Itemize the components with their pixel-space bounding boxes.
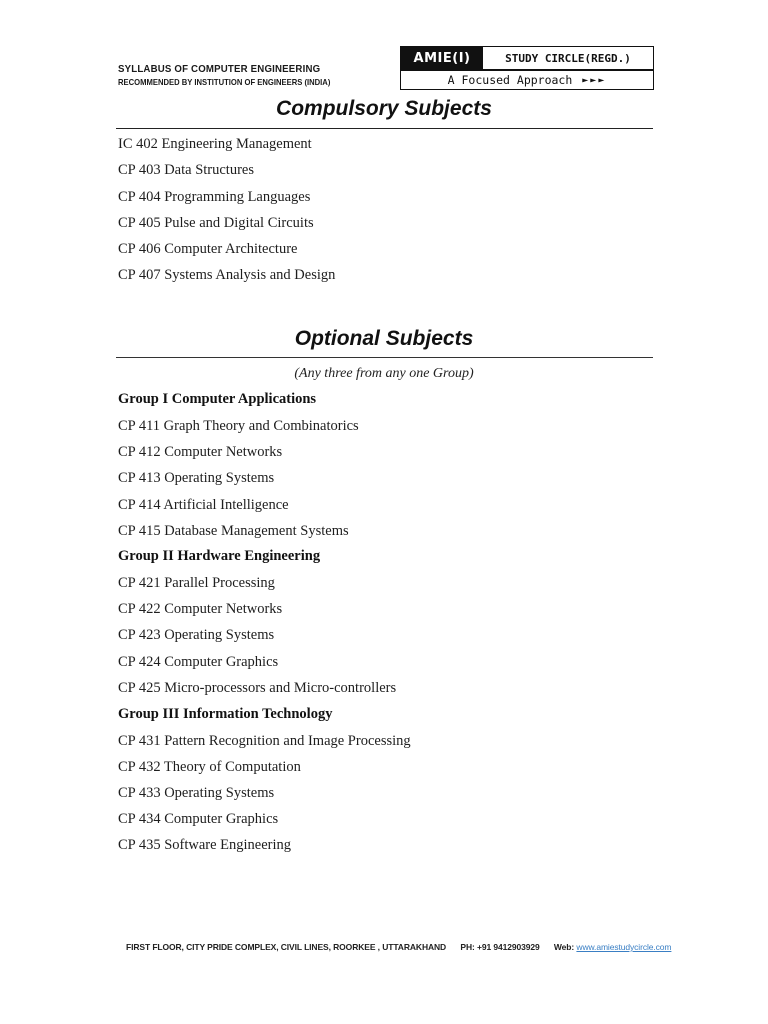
group-heading: Group I Computer Applications: [118, 391, 317, 407]
list-item: CP 404 Programming Languages: [118, 189, 311, 205]
list-item: CP 405 Pulse and Digital Circuits: [118, 215, 314, 231]
footer-address: FIRST FLOOR, CITY PRIDE COMPLEX, CIVIL LINES, ROORKEE , UTTARAKHAND: [126, 942, 447, 952]
list-item: CP 421 Parallel Processing: [118, 575, 275, 591]
tagline-box: [400, 70, 654, 90]
list-item: CP 424 Computer Graphics: [118, 654, 279, 670]
footer-web-link[interactable]: www.amiestudycircle.com: [576, 942, 672, 952]
list-item: CP 434 Computer Graphics: [118, 811, 279, 827]
tagline: A Focused Approach: [447, 73, 573, 87]
list-item: CP 433 Operating Systems: [118, 785, 275, 801]
compulsory-title: Compulsory Subjects: [276, 97, 492, 120]
tagline-arrows-icon: ►►►: [582, 74, 607, 86]
footer-web-label: Web:: [553, 942, 575, 952]
study-circle-label: STUDY CIRCLE(REGD.): [505, 51, 631, 65]
list-item: CP 414 Artificial Intelligence: [118, 497, 289, 513]
list-item: CP 435 Software Engineering: [118, 837, 292, 853]
compulsory-divider: [116, 128, 653, 129]
optional-note: (Any three from any one Group): [294, 366, 474, 381]
syllabus-header: [118, 63, 354, 89]
list-item: CP 413 Operating Systems: [118, 470, 275, 486]
list-item: CP 423 Operating Systems: [118, 627, 275, 643]
footer: [126, 942, 671, 952]
list-item: CP 403 Data Structures: [118, 162, 254, 178]
list-item: CP 415 Database Management Systems: [118, 523, 349, 539]
list-item: CP 425 Micro-processors and Micro-controllers: [118, 680, 397, 696]
optional-title: Optional Subjects: [294, 327, 474, 350]
list-item: CP 431 Pattern Recognition and Image Processing: [118, 733, 411, 749]
syllabus-title: SYLLABUS OF COMPUTER ENGINEERING: [118, 63, 321, 75]
list-item: CP 411 Graph Theory and Combinatorics: [118, 418, 359, 434]
list-item: CP 422 Computer Networks: [118, 601, 283, 617]
list-item: CP 412 Computer Networks: [118, 444, 283, 460]
list-item: IC 402 Engineering Management: [118, 136, 312, 152]
list-item: CP 432 Theory of Computation: [118, 759, 301, 775]
optional-divider: [116, 357, 653, 358]
syllabus-subtitle: RECOMMENDED BY INSTITUTION OF ENGINEERS (INDIA): [118, 77, 331, 87]
brand-name: AMIE(I): [401, 47, 483, 69]
brand-box: [400, 46, 654, 70]
list-item: CP 407 Systems Analysis and Design: [118, 267, 336, 283]
list-item: CP 406 Computer Architecture: [118, 241, 298, 257]
footer-phone: PH: +91 9412903929: [460, 942, 540, 952]
group-heading: Group II Hardware Engineering: [118, 548, 321, 564]
group-heading: Group III Information Technology: [118, 706, 333, 722]
